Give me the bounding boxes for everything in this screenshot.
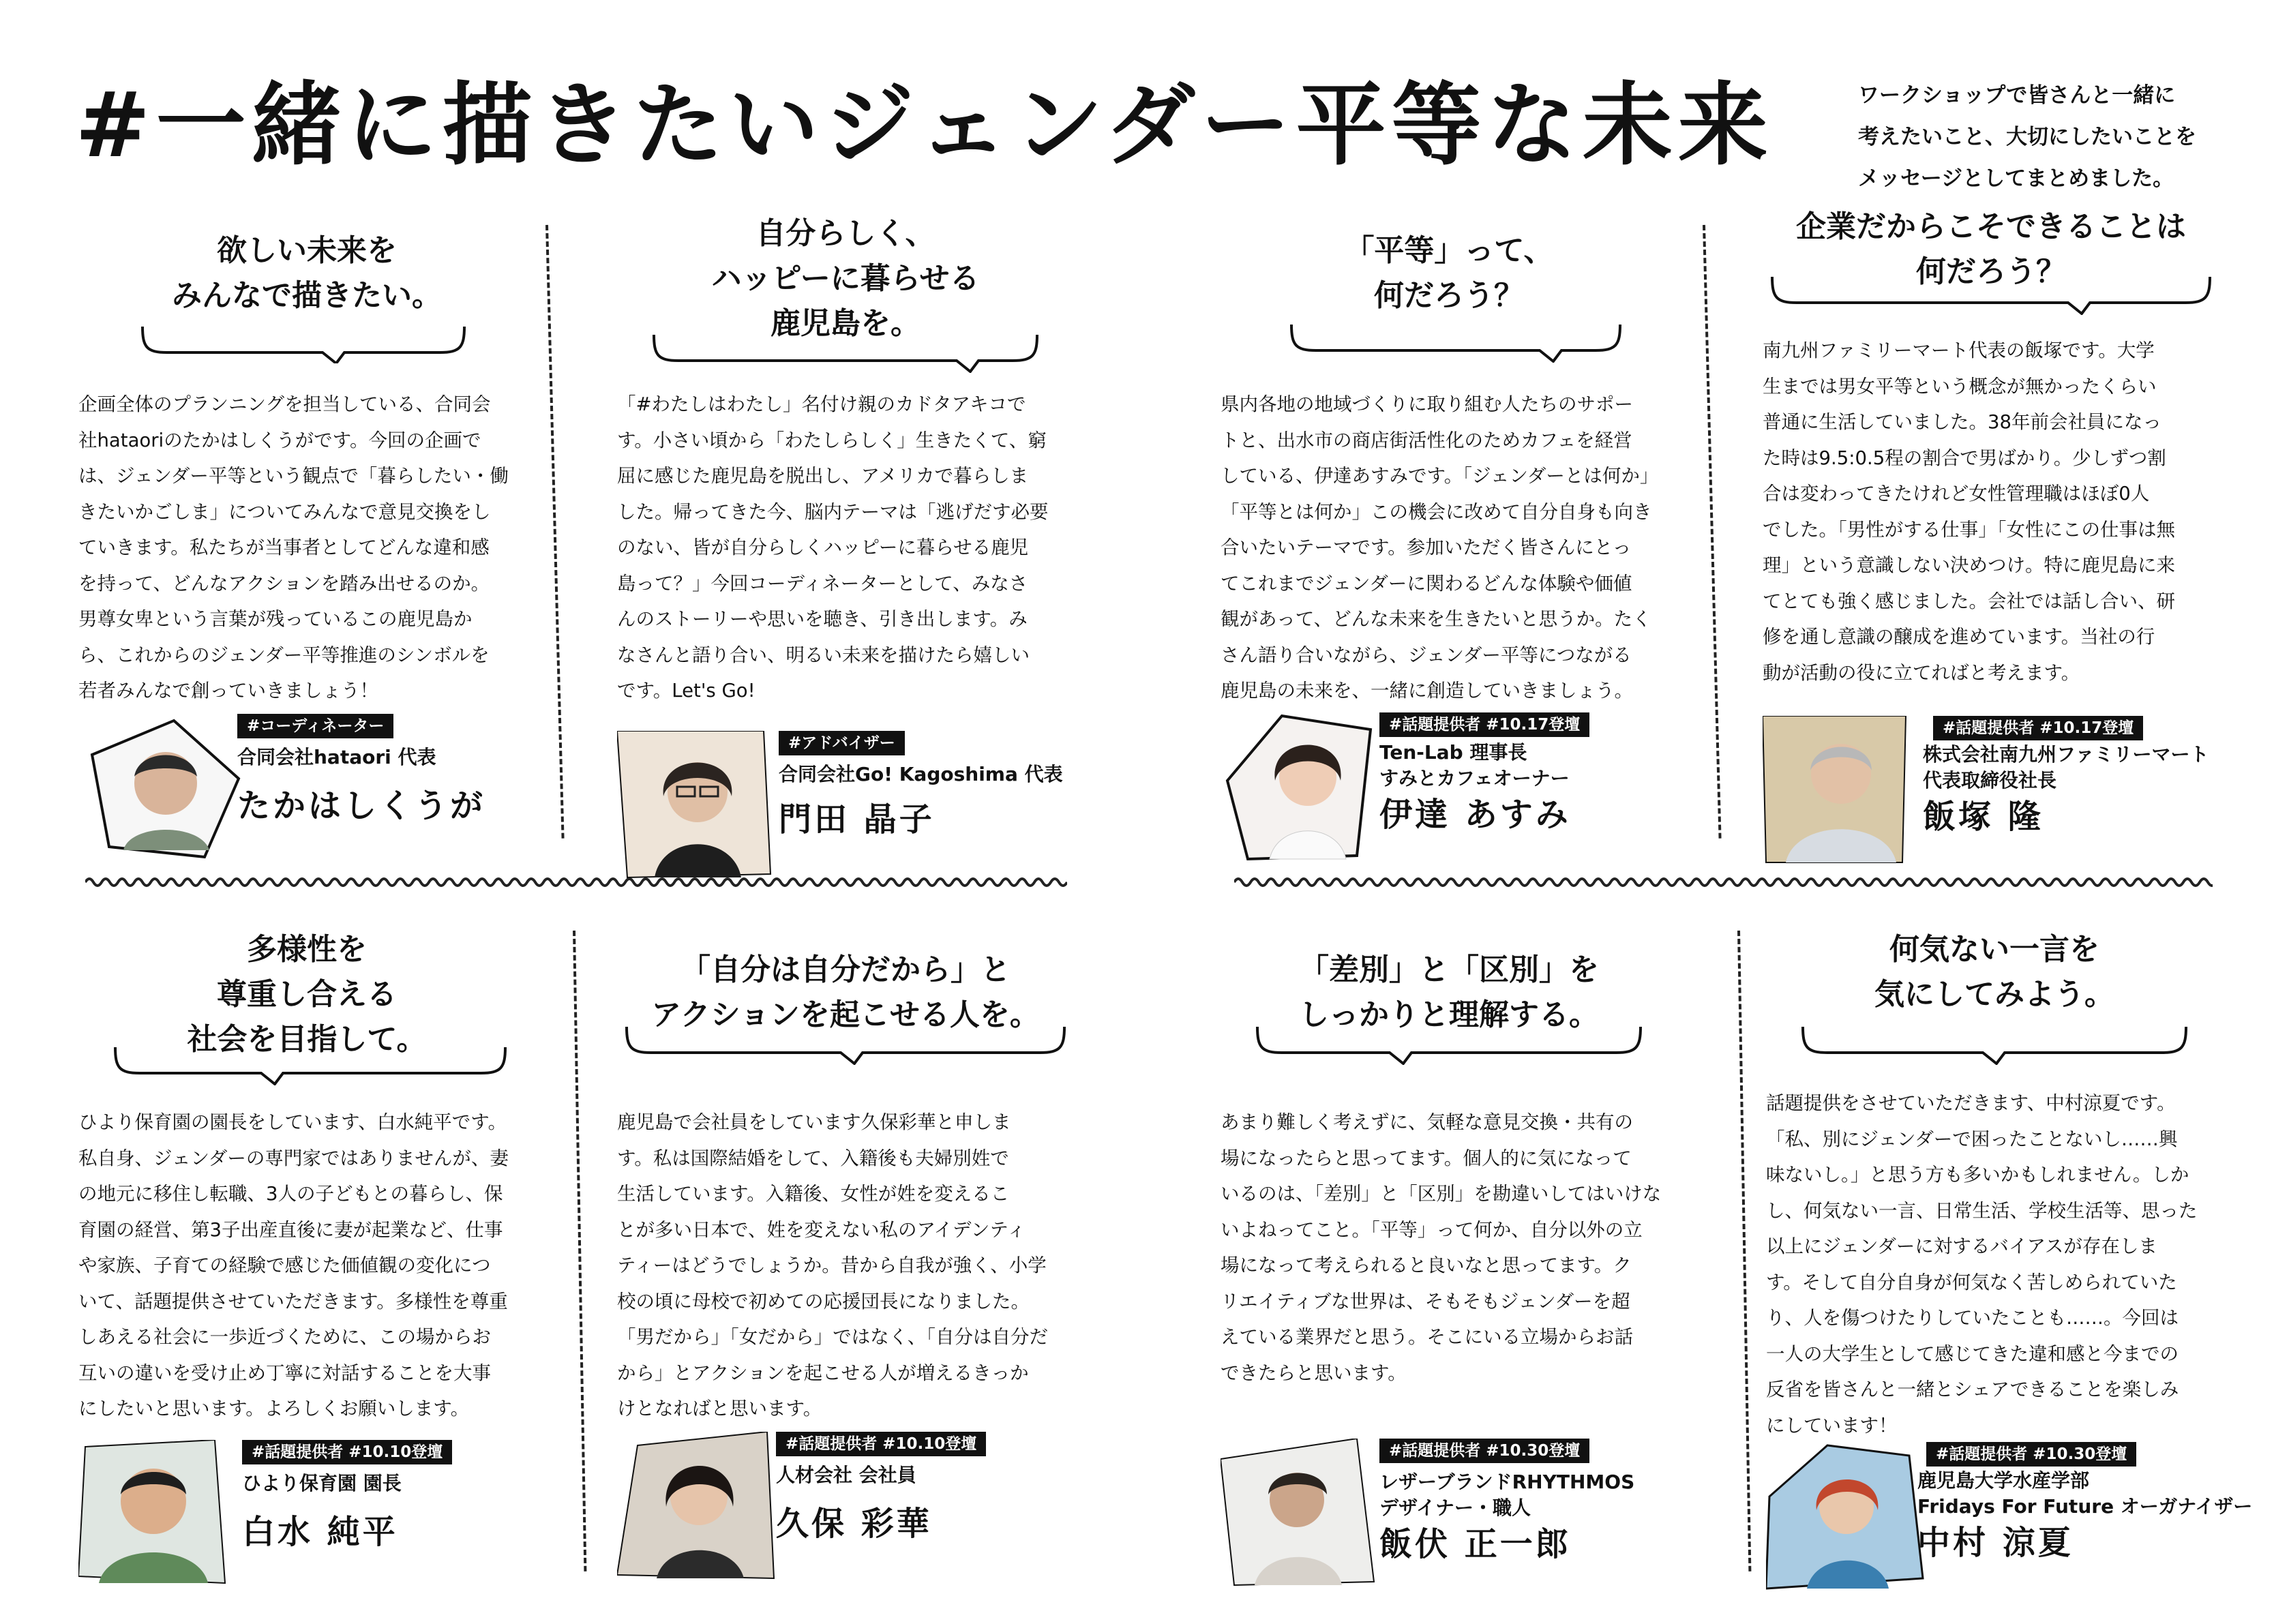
- speech-bubble: [1221, 948, 1677, 1038]
- person-card: [78, 1440, 603, 1597]
- speech-bubble-tail: [1800, 1023, 2189, 1065]
- intro-text: ワークショップで皆さんと一緒に 考えたいこと、大切にしたいことを メッセージとしてまとめました。: [1858, 83, 2196, 191]
- person-name: 中村 涼夏: [1917, 1524, 2074, 1562]
- organization: 合同会社hataori 代表: [237, 746, 436, 768]
- role-tag: #話題提供者 #10.30登壇: [1379, 1439, 1589, 1463]
- role-tag: #話題提供者 #10.17登壇: [1933, 716, 2143, 740]
- panel-heading: 「差別」と「区別」を しっかりと理解する。: [1299, 952, 1599, 1032]
- panel-heading: 欲しい未来を みんなで描きたい。: [172, 233, 442, 313]
- person-card: [1763, 716, 2288, 873]
- role-tag: #コーディネーター: [237, 714, 393, 738]
- person-card: [78, 714, 603, 871]
- speech-bubble-tail: [140, 322, 467, 363]
- page-title: #一緒に描きたいジェンダー平等な未来: [75, 73, 1774, 178]
- panel-body: 県内各地の地域づくりに取り組む人たちのサポー トと、出水市の商店街活性化のためカフェを経営 している、伊達あすみです。「ジェンダーとは何か」 「平等とは何か」この機会に改めて自分自身も向き 合いたいテーマです。参加いただく皆さんにとっ てこれまでジェンダーに関わるどんな体験や価値 観があって、どんな未来を生きたいと思うか。たく さん語り合いながら、ジェンダー平等につながる 鹿児島の未来を、一緒に創造していきましょう。: [1221, 393, 1659, 702]
- panel-body: ひより保育園の園長をしています、白水純平です。 私自身、ジェンダーの専門家ではありませんが、妻 の地元に移住し転職、3人の子どもとの暮らし、保 育園の経営、第3子出産直後に妻が起業など、仕事 や家族、子育ての経験で感じた価値観の変化につ いて、話題提供させていただきます。多様性を尊重 しあえる社会に一歩近づくために、この場からお 互いの違いを受け止め丁寧に対話することを大事 にしたいと思います。よろしくお願いします。: [78, 1111, 509, 1419]
- role-tag: #話題提供者 #10.10登壇: [776, 1432, 986, 1456]
- person-name: 白水 純平: [242, 1513, 398, 1551]
- speech-bubble: [617, 211, 1074, 346]
- panel-body: 話題提供をさせていただきます、中村涼夏です。 「私、別にジェンダーで困ったことないし……興 味ないし。」と思う方も多いかもしれません。しか し、何気ない一言、日常生活、学校生活等、思った 以上にジェンダーに対するバイアスが存在しま す。そして自分自身が何気なく苦しめられていた り、人を傷つけたりしていたことも……。今回は 一人の大学生として感じてきた違和感と今までの 反省を皆さんと一緒とシェアできることを楽しみ にしています！: [1766, 1092, 2198, 1437]
- speech-bubble-tail: [651, 331, 1040, 373]
- portrait-photo: [1763, 716, 1926, 866]
- speech-bubble-tail: [113, 1043, 508, 1085]
- speech-bubble-tail: [1255, 1023, 1643, 1065]
- person-card: [1766, 1442, 2289, 1599]
- role-tag: #話題提供者 #10.30登壇: [1926, 1442, 2136, 1467]
- person-name: たかはしくうが: [237, 787, 486, 825]
- panel-body: 企画全体のプランニングを担当している、合同会 社hataoriのたかはしくうがです。今回の企画で は、ジェンダー平等という観点で「暮らしたい・働 きたいかごしま」についてみんなで意見交換をし ていきます。私たちが当事者としてどんな違和感 を持って、どんなアクションを踏み出せるのか。 男尊女卑という言葉が残っているこの鹿児島か ら、これからのジェンダー平等推進のシンボルを 若者みんなで創っていきましょう！: [78, 393, 509, 702]
- panel-heading: 自分らしく、 ハッピーに暮らせる 鹿児島を。: [711, 216, 980, 341]
- speech-bubble-tail: [624, 1023, 1067, 1065]
- person-card: [617, 1432, 1142, 1589]
- person-card: [1221, 1439, 1746, 1595]
- organization: 鹿児島大学水産学部 Fridays For Future オーガナイザー: [1917, 1469, 2253, 1518]
- speech-bubble-tail: [1289, 320, 1623, 363]
- portrait-photo: [617, 731, 781, 881]
- portrait-photo: [78, 714, 242, 864]
- wave-divider-right: [1234, 874, 2213, 890]
- role-tag: #アドバイザー: [779, 731, 905, 755]
- speech-bubble: [1763, 205, 2219, 295]
- speech-bubble: [617, 948, 1074, 1038]
- speech-bubble-tail: [1769, 273, 2213, 315]
- panel-body: 鹿児島で会社員をしています久保彩華と申しま す。私は国際結婚をして、入籍後も夫婦別姓で 生活しています。入籍後、女性が姓を変えるこ とが多い日本で、姓を変えない私のアイデンティ ティーはどうでしょうか。昔から自我が強く、小学 校の頃に母校で初めての応援団長になりました。 「男だから」「女だから」ではなく、「自分は自分だ から」とアクションを起こせる人が増えるきっか けとなればと思います。: [617, 1111, 1048, 1419]
- portrait-photo: [617, 1432, 781, 1582]
- person-card: [617, 731, 1142, 888]
- portrait-photo: [1766, 1442, 1930, 1592]
- person-name: 門田 晶子: [779, 800, 935, 839]
- panel-body: 「#わたしはわたし」名付け親のカドタアキコで す。小さい頃から「わたしらしく」生きたくて、窮 屈に感じた鹿児島を脱出し、アメリカで暮らしま した。帰ってきた今、脳内テーマは「逃げだす必要 のない、皆が自分らしくハッピーに暮らせる鹿児 島って？」今回コーディネーターとして、みなさ んのストーリーや思いを聴き、引き出します。み なさんと語り合い、明るい未来を描けたら嬉しい です。Let's Go!: [617, 393, 1049, 702]
- panel-body: あまり難しく考えずに、気軽な意見交換・共有の 場になったらと思ってます。個人的に気になって いるのは、「差別」と「区別」を勘違いしてはいけな いよねってこと。「平等」って何か、自分以外の立 場になって考えられると良いなと思ってます。ク リエイティブな世界は、そもそもジェンダーを超 えている業界だと思う。そこにいる立場からお話 できたらと思います。: [1221, 1111, 1662, 1384]
- person-name: 久保 彩華: [776, 1505, 932, 1543]
- person-name: 飯伏 正一郎: [1379, 1525, 1571, 1563]
- speech-bubble: [78, 228, 535, 318]
- speech-bubble: [1221, 228, 1677, 318]
- person-card: [1221, 712, 1746, 869]
- panel-body: 南九州ファミリーマート代表の飯塚です。大学 生までは男女平等という概念が無かったくらい 普通に生活していました。38年前会社員になっ た時は9.5:0.5程の割合で男ばかり。少しずつ割 合は変わってきたけれど女性管理職はほぼ0人 でした。「男性がする仕事」「女性にこの仕事は無 理」という意識しない決めつけ。特に鹿児島に来 てとても強く感じました。会社では話し合い、研 修を通し意識の醸成を進めています。当社の行 動が活動の役に立てればと考えます。: [1763, 340, 2175, 684]
- organization: 人材会社 会社員: [776, 1464, 916, 1486]
- role-tag: #話題提供者 #10.17登壇: [1379, 712, 1589, 737]
- panel-heading: 何気ない一言を 気にしてみよう。: [1874, 932, 2114, 1012]
- organization: レザーブランドRHYTHMOS デザイナー・職人: [1379, 1471, 1635, 1519]
- speech-bubble: [1766, 927, 2223, 1017]
- organization: ひより保育園 園長: [242, 1472, 402, 1494]
- organization: Ten-Lab 理事長 すみとカフェオーナー: [1379, 741, 1570, 790]
- panel-heading: 多様性を 尊重し合える 社会を目指して。: [187, 932, 427, 1057]
- portrait-photo: [1221, 712, 1384, 862]
- panel-heading: 「自分は自分だから」と アクションを起こせる人を。: [651, 952, 1040, 1032]
- person-name: 飯塚 隆: [1923, 798, 2044, 836]
- portrait-photo: [78, 1440, 242, 1590]
- organization: 合同会社Go! Kagoshima 代表: [779, 763, 1063, 785]
- organization: 株式会社南九州ファミリーマート 代表取締役社長: [1923, 743, 2209, 792]
- panel-heading: 「平等」って、 何だろう？: [1344, 233, 1554, 313]
- speech-bubble: [78, 927, 535, 1062]
- person-name: 伊達 あすみ: [1379, 796, 1571, 834]
- portrait-photo: [1221, 1439, 1384, 1589]
- panel-heading: 企業だからこそできることは 何だろう？: [1796, 209, 2186, 289]
- role-tag: #話題提供者 #10.10登壇: [242, 1440, 452, 1464]
